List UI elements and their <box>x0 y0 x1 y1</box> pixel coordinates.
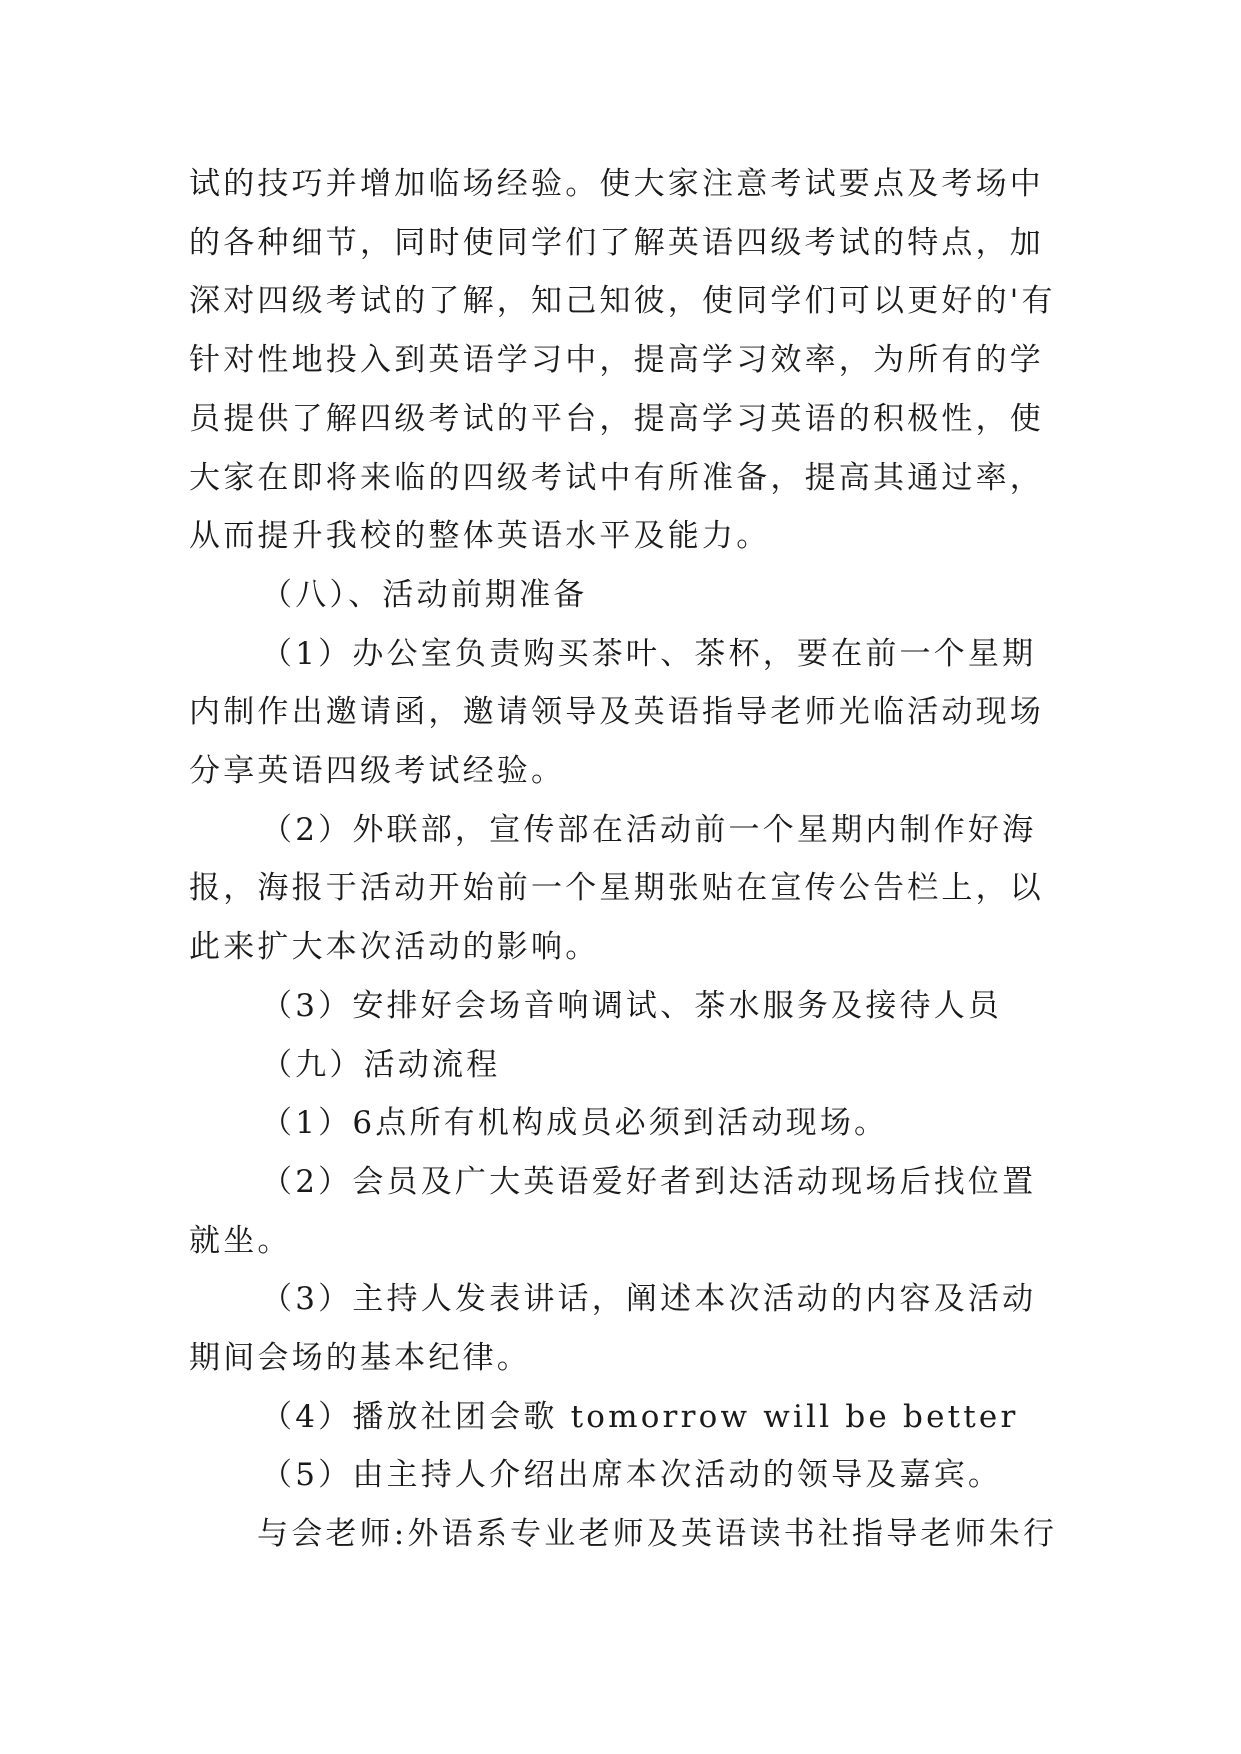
paragraph-proc-2: （2）会员及广大英语爱好者到达活动现场后找位置就坐。 <box>189 1163 1037 1259</box>
paragraph-attending-teachers: 与会老师:外语系专业老师及英语读书社指导老师朱行 <box>257 1516 1058 1553</box>
heading-procedure: （九）活动流程 <box>261 1046 501 1083</box>
paragraph-proc-3: （3）主持人发表讲话，阐述本次活动的内容及活动期间会场的基本纪律。 <box>189 1281 1037 1377</box>
paragraph-proc-5: （5）由主持人介绍出席本次活动的领导及嘉宾。 <box>261 1457 1003 1494</box>
paragraph-prep-1: （1）办公室负责购买茶叶、茶杯，要在前一个星期内制作出邀请函，邀请领导及英语指导老师光临活动现场分享英语四级考试经验。 <box>189 635 1044 790</box>
paragraph-proc-4: （4）播放社团会歌 tomorrow will be better <box>261 1398 1019 1435</box>
paragraph-prep-3: （3）安排好会场音响调试、茶水服务及接待人员 <box>261 987 1003 1024</box>
document-body <box>189 155 1069 1564</box>
paragraph-purpose: 试的技巧并增加临场经验。使大家注意考试要点及考场中的各种细节，同时使同学们了解英语四级考试的特点，加深对四级考试的了解，知己知彼，使同学们可以更好的'有针对性地投入到英语学习中，提高学习效率，为所有的学员提供了解四级考试的平台，提高学习英语的积极性，使大家在即将来临的四级考试中有所准备，提高其通过率，从而提升我校的整体英语水平及能力。 <box>189 166 1056 555</box>
paragraph-prep-2: （2）外联部，宣传部在活动前一个星期内制作好海报，海报于活动开始前一个星期张贴在宣传公告栏上，以此来扩大本次活动的影响。 <box>189 811 1044 966</box>
paragraph-proc-1: （1）6点所有机构成员必须到活动现场。 <box>261 1105 889 1142</box>
heading-preparation: （八）、活动前期准备 <box>261 576 588 613</box>
